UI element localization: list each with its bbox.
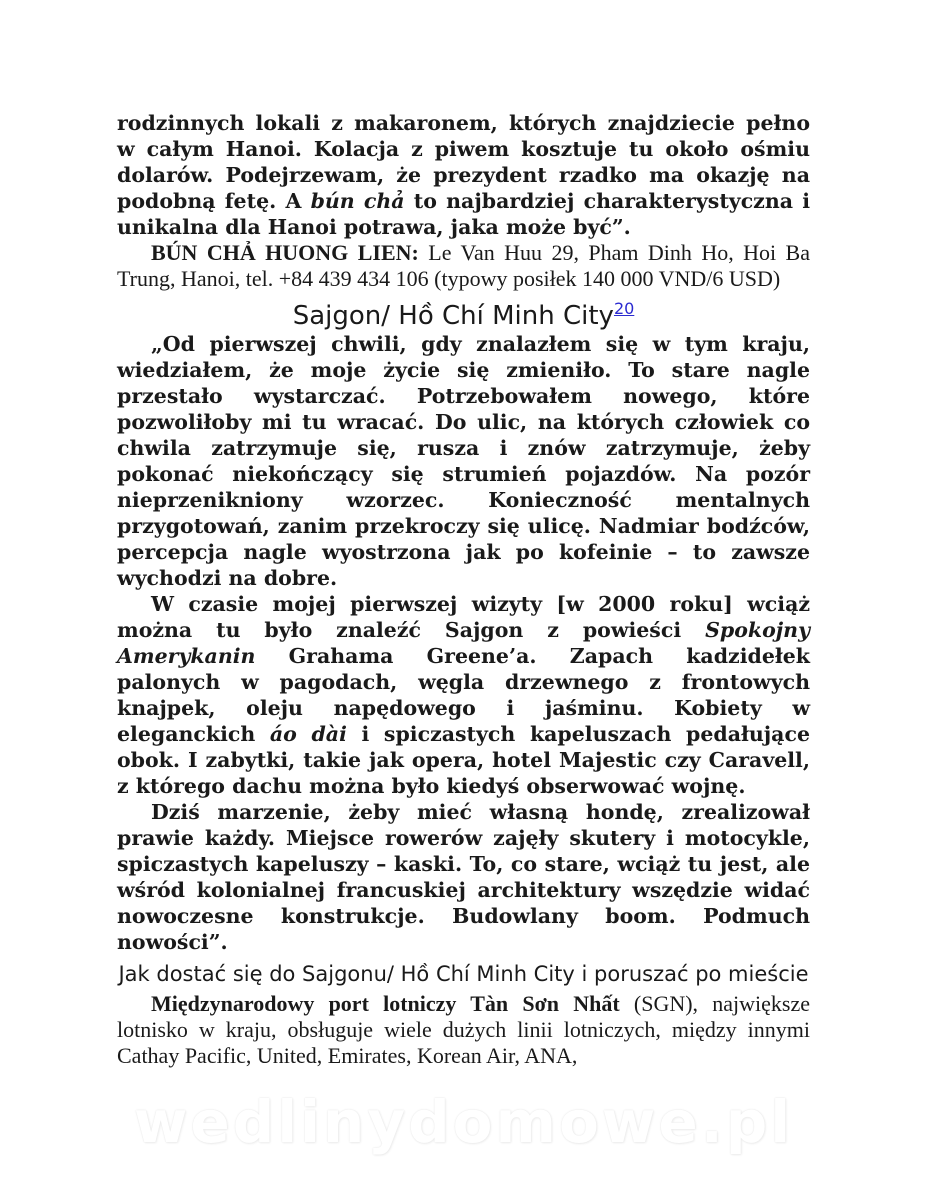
- airport-name: Międzynarodowy port lotniczy Tàn Sơn Nhất: [151, 991, 620, 1016]
- quote2-text-middle: Grahama Greene’a. Zapach kadzidełek palonych w pagodach, węgla drzewnego z frontowych knajpek, oleju napędowego i jaśminu. Kobiety w eleganckich: [117, 644, 810, 746]
- quote-paragraph-2: [117, 591, 810, 799]
- airport-text: (SGN), największe lotnisko w kraju, obsługuje wiele dużych linii lotniczych, między innymi Cathay Pacific, United, Emirates, Korean Air, ANA,: [117, 991, 810, 1068]
- intro-italic-dish: bún chả: [310, 189, 405, 213]
- subheading: Jak dostać się do Sajgonu/ Hồ Chí Minh City i poruszać po mieście: [118, 962, 809, 986]
- quote2-italic-novel: Spokojny Amerykanin: [117, 618, 810, 668]
- intro-text-before: rodzinnych lokali z makaronem, których znajdziecie pełno w całym Hanoi. Kolacja z piwem kosztuje tu około ośmiu dolarów. Podejrzewam, że prezydent rzadko ma okazję na podobną fetę. A: [117, 111, 810, 213]
- restaurant-details: Le Van Huu 29, Pham Dinh Ho, Hoi Ba Trung, Hanoi, tel. +84 439 434 106 (typowy posiłek 140 000 VND/6 USD): [117, 240, 810, 291]
- section-heading: [117, 292, 810, 331]
- section-title: Sajgon/ Hồ Chí Minh City: [292, 301, 614, 331]
- airport-paragraph: [117, 991, 810, 1069]
- page-content: [117, 110, 810, 1069]
- quote-paragraph-1: „Od pierwszej chwili, gdy znalazłem się w tym kraju, wiedziałem, że moje życie się zmieniło. To stare nagle przestało wystarczać. Potrzebowałem nowego, które pozwoliłoby mi tu wracać. Do ulic, na których człowiek co chwila zatrzymuje się, rusza i znów zatrzymuje, żeby pokonać niekończący się strumień pojazdów. Na pozór nieprzenikniony wzorzec. Konieczność mentalnych przygotowań, zanim przekroczy się ulicę. Nadmiar bodźców, percepcja nagle wyostrzona jak po kofeinie – to zawsze wychodzi na dobre.: [117, 332, 810, 590]
- paragraph-intro: [117, 110, 810, 240]
- intro-text-after: to najbardziej charakterystyczna i unikalna dla Hanoi potrawa, jaka może być”.: [117, 189, 810, 239]
- quote2-text-before: W czasie mojej pierwszej wizyty [w 2000 roku] wciąż można tu było znaleźć Sajgon z powieści: [117, 592, 810, 642]
- quote-paragraph-3: Dziś marzenie, żeby mieć własną hondę, zrealizował prawie każdy. Miejsce rowerów zajęły skutery i motocykle, spiczastych kapeluszy – kaski. To, co stare, wciąż tu jest, ale wśród kolonialnej francuskiej architektury wszędzie widać nowoczesne konstrukcje. Budowlany boom. Podmuch nowości”.: [117, 800, 810, 954]
- watermark: wedlinydomowe.pl: [133, 1088, 794, 1156]
- restaurant-name: BÚN CHẢ HUONG LIEN:: [151, 240, 419, 265]
- quote2-italic-dress: áo dài: [269, 722, 347, 746]
- quote2-text-after: i spiczastych kapeluszach pedałujące obok. I zabytki, takie jak opera, hotel Majestic czy Caravell, z którego dachu można było kiedyś obserwować wojnę.: [117, 722, 810, 798]
- restaurant-entry: [117, 240, 810, 292]
- footnote-link[interactable]: 20: [613, 299, 635, 318]
